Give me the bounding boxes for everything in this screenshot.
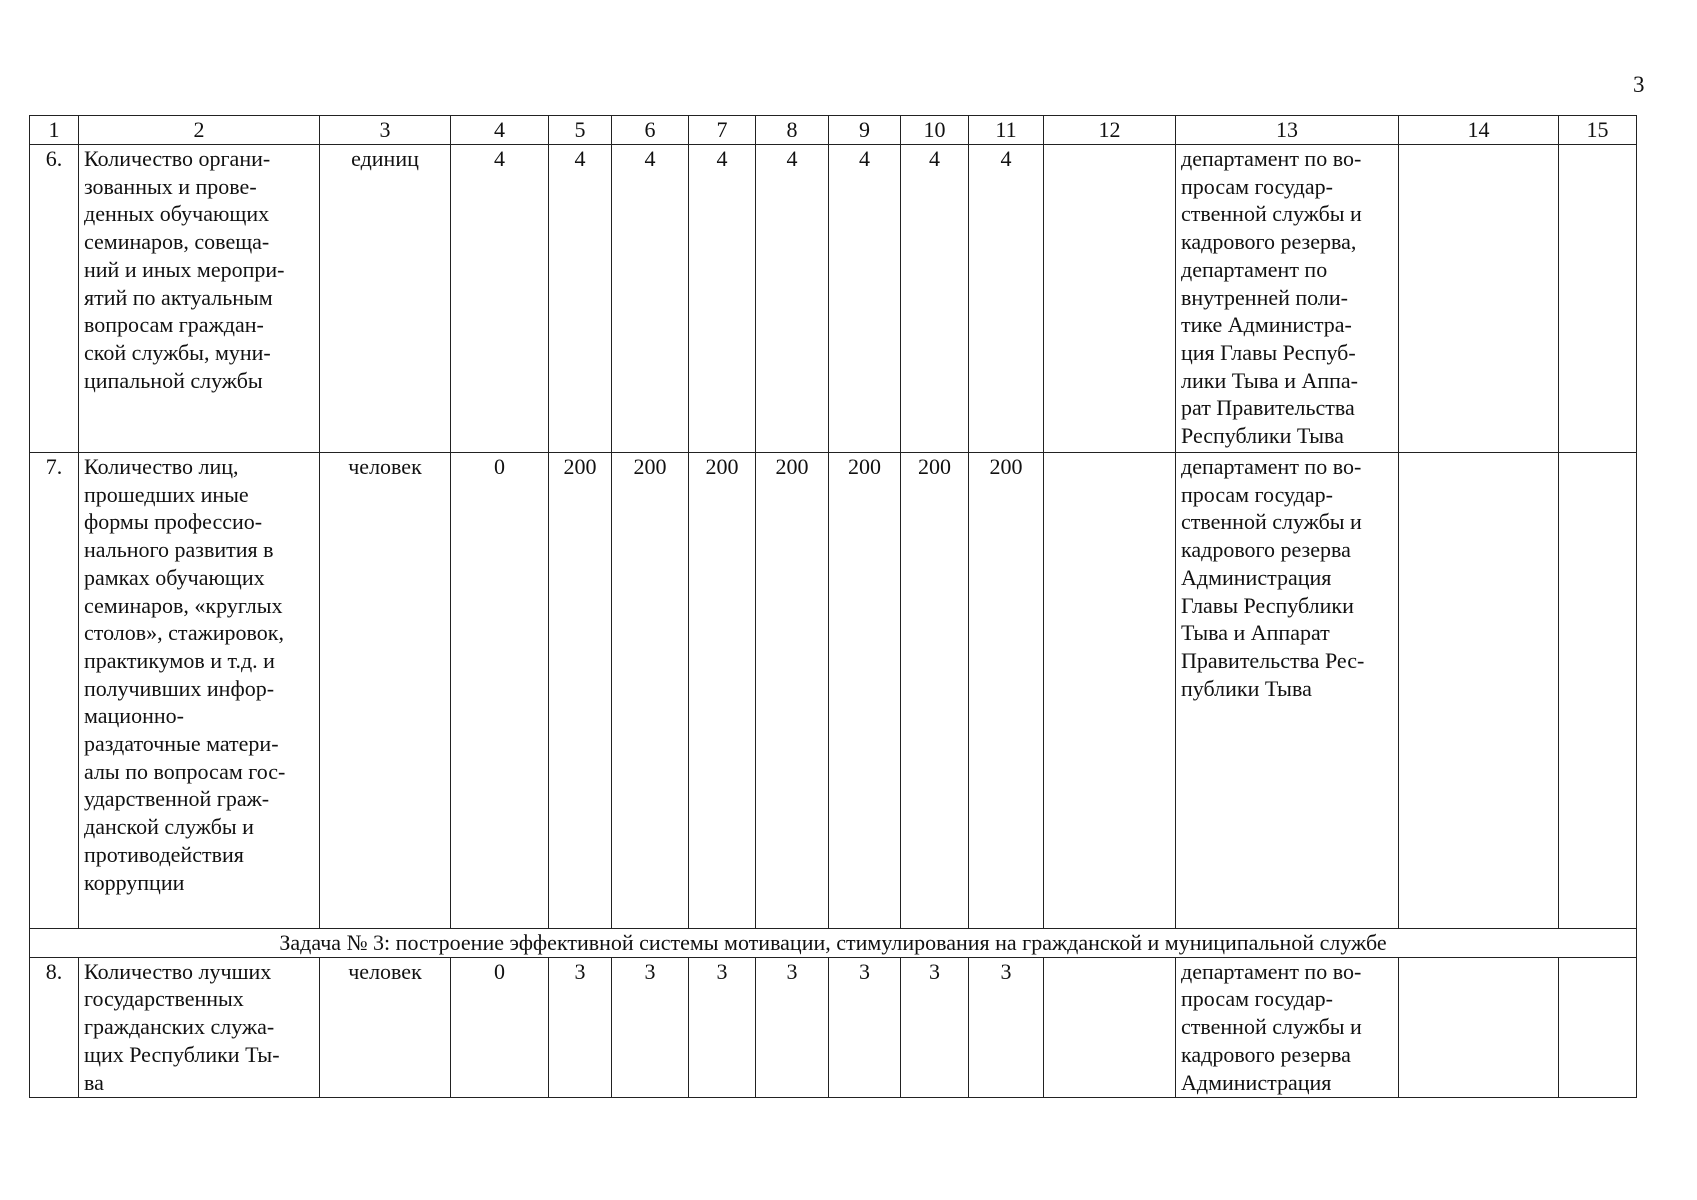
task-heading: Задача № 3: построение эффективной системы мотивации, стимулирования на гражданской и муниципальной службе xyxy=(30,929,1637,958)
text-line: Администрация xyxy=(1181,564,1332,590)
text-line: мационно- xyxy=(84,703,184,729)
text-line: департамент по во- xyxy=(1181,454,1362,479)
task-row xyxy=(30,929,1637,958)
value-cell: 4 xyxy=(549,145,612,453)
value-cell: 3 xyxy=(756,957,829,1097)
text-line: ственной службы и xyxy=(1181,509,1362,535)
empty-cell xyxy=(1559,957,1637,1097)
value-cell: 200 xyxy=(689,453,756,929)
value-cell: 4 xyxy=(451,145,549,453)
value-cell: 3 xyxy=(901,957,969,1097)
text-line: рат Правительства xyxy=(1181,395,1355,421)
value-cell: 200 xyxy=(969,453,1044,929)
column-header: 2 xyxy=(79,116,320,145)
text-line: Тыва и Аппарат xyxy=(1181,620,1330,646)
text-line: семинаров, «круглых xyxy=(84,592,283,618)
value-cell: 4 xyxy=(829,145,901,453)
text-line: внутренней поли- xyxy=(1181,284,1348,310)
value-cell: 200 xyxy=(901,453,969,929)
text-line: Количество лиц, xyxy=(84,454,239,479)
text-line: практикумов и т.д. и xyxy=(84,647,275,673)
text-line: тике Администра- xyxy=(1181,312,1352,338)
text-line: ственной службы и xyxy=(1181,201,1362,227)
value-cell: 200 xyxy=(756,453,829,929)
value-cell: 0 xyxy=(451,453,549,929)
column-header: 12 xyxy=(1044,116,1176,145)
value-cell: 200 xyxy=(829,453,901,929)
table-row xyxy=(30,145,1637,453)
text-line: Количество лучших xyxy=(84,958,272,984)
table-body xyxy=(30,116,1637,1098)
text-line: департамент по во- xyxy=(1181,146,1362,171)
text-line: просам государ- xyxy=(1181,986,1333,1012)
column-header: 9 xyxy=(829,116,901,145)
value-cell: 3 xyxy=(549,957,612,1097)
column-header: 6 xyxy=(612,116,689,145)
column-header: 14 xyxy=(1399,116,1559,145)
text-line: Правительства Рес- xyxy=(1181,647,1365,673)
column-header: 15 xyxy=(1559,116,1637,145)
column-header: 3 xyxy=(320,116,451,145)
responsible-cell xyxy=(1176,145,1399,453)
column-header: 4 xyxy=(451,116,549,145)
text-line: коррупции xyxy=(84,869,185,895)
text-line: данской службы и xyxy=(84,814,254,840)
indicator-name xyxy=(79,957,320,1097)
row-number: 7. xyxy=(30,453,79,929)
text-line: прошедших иные xyxy=(84,481,249,507)
value-cell: 3 xyxy=(969,957,1044,1097)
text-line: Количество органи- xyxy=(84,146,271,171)
value-cell: 4 xyxy=(901,145,969,453)
text-line: Администрация xyxy=(1181,1069,1332,1095)
empty-cell xyxy=(1399,957,1559,1097)
text-line: зованных и прове- xyxy=(84,173,257,199)
indicators-table xyxy=(29,115,1637,1098)
value-cell: 4 xyxy=(612,145,689,453)
value-cell: 4 xyxy=(689,145,756,453)
value-cell: 3 xyxy=(829,957,901,1097)
text-line: алы по вопросам гос- xyxy=(84,758,286,784)
value-cell: 0 xyxy=(451,957,549,1097)
text-line: Республики Тыва xyxy=(1181,423,1344,449)
column-header: 7 xyxy=(689,116,756,145)
row-number: 8. xyxy=(30,957,79,1097)
column-header: 1 xyxy=(30,116,79,145)
text-line: раздаточные матери- xyxy=(84,731,279,757)
column-header: 11 xyxy=(969,116,1044,145)
text-line: Главы Республики xyxy=(1181,592,1354,618)
text-line: рамках обучающих xyxy=(84,564,265,590)
text-line: кадрового резерва, xyxy=(1181,229,1357,255)
text-line: вопросам граждан- xyxy=(84,312,264,338)
text-line: лики Тыва и Аппа- xyxy=(1181,367,1358,393)
text-line: ция Главы Респуб- xyxy=(1181,339,1356,365)
text-line: семинаров, совеща- xyxy=(84,229,270,255)
empty-cell xyxy=(1399,145,1559,453)
table-row xyxy=(30,957,1637,1097)
empty-cell xyxy=(1044,957,1176,1097)
text-line: щих Республики Ты- xyxy=(84,1041,280,1067)
header-row xyxy=(30,116,1637,145)
text-line: просам государ- xyxy=(1181,173,1333,199)
text-line: нального развития в xyxy=(84,537,274,563)
text-line: ний и иных меропри- xyxy=(84,256,285,282)
unit-cell: человек xyxy=(320,957,451,1097)
text-line: противодействия xyxy=(84,841,244,867)
text-line: ва xyxy=(84,1069,104,1095)
text-line: кадрового резерва xyxy=(1181,1041,1351,1067)
value-cell: 4 xyxy=(969,145,1044,453)
table-row xyxy=(30,453,1637,929)
text-line: просам государ- xyxy=(1181,481,1333,507)
unit-cell: единиц xyxy=(320,145,451,453)
text-line: ской службы, муни- xyxy=(84,339,271,365)
text-line: ятий по актуальным xyxy=(84,284,273,310)
text-line: столов», стажировок, xyxy=(84,620,284,646)
column-header: 13 xyxy=(1176,116,1399,145)
value-cell: 200 xyxy=(549,453,612,929)
text-line: ципальной службы xyxy=(84,367,263,393)
column-header: 8 xyxy=(756,116,829,145)
value-cell: 3 xyxy=(689,957,756,1097)
value-cell: 3 xyxy=(612,957,689,1097)
text-line: государственных xyxy=(84,986,244,1012)
text-line: департамент по xyxy=(1181,256,1328,282)
empty-cell xyxy=(1399,453,1559,929)
indicator-name xyxy=(79,145,320,453)
text-line: гражданских служа- xyxy=(84,1014,275,1040)
empty-cell xyxy=(1559,145,1637,453)
column-header: 5 xyxy=(549,116,612,145)
text-line: публики Тыва xyxy=(1181,675,1312,701)
page-number: 3 xyxy=(1633,72,1645,97)
text-line: ственной службы и xyxy=(1181,1014,1362,1040)
responsible-cell xyxy=(1176,453,1399,929)
text-line: кадрового резерва xyxy=(1181,537,1351,563)
value-cell: 4 xyxy=(756,145,829,453)
text-line: получивших инфор- xyxy=(84,675,275,701)
unit-cell: человек xyxy=(320,453,451,929)
empty-cell xyxy=(1559,453,1637,929)
value-cell: 200 xyxy=(612,453,689,929)
row-number: 6. xyxy=(30,145,79,453)
responsible-cell xyxy=(1176,957,1399,1097)
column-header: 10 xyxy=(901,116,969,145)
empty-cell xyxy=(1044,145,1176,453)
text-line: формы профессио- xyxy=(84,509,263,535)
text-line: департамент по во- xyxy=(1181,958,1362,984)
indicator-name xyxy=(79,453,320,929)
empty-cell xyxy=(1044,453,1176,929)
text-line: денных обучающих xyxy=(84,201,270,227)
text-line: ударственной граж- xyxy=(84,786,270,812)
